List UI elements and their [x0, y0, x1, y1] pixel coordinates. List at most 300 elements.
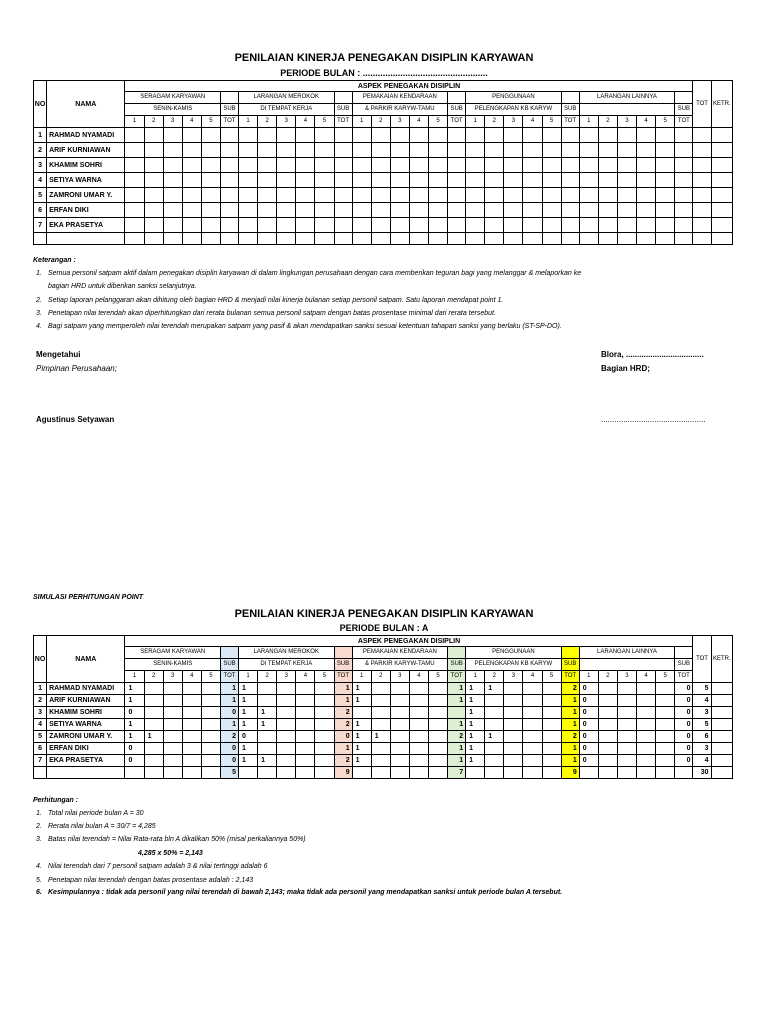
sim-score-cell — [409, 731, 428, 743]
score-cell[interactable] — [428, 158, 447, 173]
ketr-cell[interactable] — [711, 173, 732, 188]
score-cell[interactable] — [182, 218, 201, 233]
sim-score-cell: 0 — [239, 731, 258, 743]
score-cell[interactable] — [448, 188, 466, 203]
score-cell[interactable] — [390, 143, 409, 158]
score-cell[interactable] — [296, 188, 315, 203]
score-cell[interactable] — [598, 203, 617, 218]
sim-score-cell — [428, 755, 447, 767]
sim-score-cell — [163, 707, 182, 719]
score-cell[interactable] — [504, 158, 523, 173]
score-cell[interactable] — [277, 158, 296, 173]
score-cell[interactable] — [371, 203, 390, 218]
score-cell[interactable] — [409, 188, 428, 203]
score-cell[interactable] — [220, 218, 238, 233]
header-subcategory-4: PELENGKAPAN KB KARYW — [466, 104, 561, 116]
score-cell[interactable] — [125, 188, 144, 203]
score-cell[interactable] — [352, 143, 371, 158]
score-cell[interactable] — [466, 158, 485, 173]
score-cell[interactable] — [220, 203, 238, 218]
score-cell[interactable] — [637, 218, 656, 233]
blank-cell — [428, 233, 447, 245]
score-cell[interactable] — [277, 188, 296, 203]
score-cell[interactable] — [258, 188, 277, 203]
score-cell[interactable] — [617, 188, 636, 203]
sim-score-cell — [637, 719, 656, 731]
score-cell[interactable] — [656, 203, 675, 218]
row-name: ZAMRONI UMAR Y. — [47, 188, 125, 203]
score-cell[interactable] — [371, 173, 390, 188]
score-cell[interactable] — [428, 203, 447, 218]
ketr-cell[interactable] — [711, 128, 732, 143]
score-cell[interactable] — [371, 158, 390, 173]
score-cell[interactable] — [277, 128, 296, 143]
score-cell[interactable] — [258, 158, 277, 173]
score-cell[interactable] — [485, 143, 504, 158]
score-cell[interactable] — [371, 188, 390, 203]
calc-item: 4,285 x 50% = 2,143 — [138, 850, 203, 857]
total-cell[interactable] — [693, 143, 711, 158]
score-cell[interactable] — [523, 188, 542, 203]
total-cell[interactable] — [693, 218, 711, 233]
score-cell[interactable] — [409, 203, 428, 218]
score-cell[interactable] — [125, 143, 144, 158]
score-cell[interactable] — [352, 203, 371, 218]
score-cell[interactable] — [561, 203, 579, 218]
score-cell[interactable] — [390, 128, 409, 143]
sim-row-name: ZAMRONI UMAR Y. — [47, 731, 125, 743]
score-cell[interactable] — [315, 218, 334, 233]
sim-subtotal-cell: 1 — [448, 755, 466, 767]
score-cell[interactable] — [296, 158, 315, 173]
score-cell[interactable] — [163, 158, 182, 173]
score-cell[interactable] — [296, 128, 315, 143]
sim-subtotal-cell: 1 — [561, 707, 579, 719]
score-cell[interactable] — [485, 173, 504, 188]
score-cell[interactable] — [485, 128, 504, 143]
row-no: 6 — [34, 203, 47, 218]
score-cell[interactable] — [258, 128, 277, 143]
score-cell[interactable] — [598, 143, 617, 158]
score-cell[interactable] — [352, 158, 371, 173]
score-cell[interactable] — [201, 143, 220, 158]
score-cell[interactable] — [579, 143, 598, 158]
score-cell[interactable] — [561, 128, 579, 143]
blank-cell — [277, 767, 296, 779]
total-cell[interactable] — [693, 188, 711, 203]
score-cell[interactable] — [523, 203, 542, 218]
score-cell[interactable] — [598, 188, 617, 203]
header-col-number: 5 — [428, 116, 447, 128]
score-cell[interactable] — [239, 188, 258, 203]
score-cell[interactable] — [163, 128, 182, 143]
score-cell[interactable] — [220, 158, 238, 173]
sim-score-cell — [390, 683, 409, 695]
score-cell[interactable] — [675, 218, 693, 233]
score-cell[interactable] — [258, 143, 277, 158]
score-cell[interactable] — [523, 143, 542, 158]
score-cell[interactable] — [448, 203, 466, 218]
header-col-number: 5 — [656, 116, 675, 128]
header-name: NAMA — [47, 81, 125, 128]
sim-score-cell — [182, 719, 201, 731]
score-cell[interactable] — [315, 143, 334, 158]
sim-row-name: ERFAN DIKI — [47, 743, 125, 755]
score-cell[interactable] — [523, 218, 542, 233]
score-cell[interactable] — [428, 188, 447, 203]
score-cell[interactable] — [220, 128, 238, 143]
score-cell[interactable] — [656, 158, 675, 173]
score-cell[interactable] — [428, 173, 447, 188]
score-cell[interactable] — [239, 158, 258, 173]
score-cell[interactable] — [277, 218, 296, 233]
score-cell[interactable] — [542, 128, 561, 143]
blank-cell — [637, 233, 656, 245]
score-cell[interactable] — [579, 203, 598, 218]
score-cell[interactable] — [561, 218, 579, 233]
sim-row-no: 5 — [34, 731, 47, 743]
sim-score-cell — [201, 731, 220, 743]
score-cell[interactable] — [201, 203, 220, 218]
header-col-number: 2 — [485, 671, 504, 683]
header-category-3: PEMAKAIAN KENDARAAN — [352, 92, 447, 104]
score-cell[interactable] — [258, 203, 277, 218]
score-cell[interactable] — [504, 203, 523, 218]
score-cell[interactable] — [352, 218, 371, 233]
score-cell[interactable] — [466, 128, 485, 143]
sim-subtotal-cell: 1 — [220, 695, 238, 707]
score-cell[interactable] — [334, 218, 352, 233]
score-cell[interactable] — [390, 218, 409, 233]
score-cell[interactable] — [352, 128, 371, 143]
sim-score-cell — [637, 683, 656, 695]
score-cell[interactable] — [371, 143, 390, 158]
score-cell[interactable] — [637, 158, 656, 173]
score-cell[interactable] — [144, 203, 163, 218]
sim-score-cell — [504, 755, 523, 767]
score-cell[interactable] — [277, 203, 296, 218]
sim-score-cell — [598, 731, 617, 743]
ketr-cell[interactable] — [711, 158, 732, 173]
score-cell[interactable] — [371, 128, 390, 143]
score-cell[interactable] — [637, 203, 656, 218]
score-cell[interactable] — [466, 188, 485, 203]
sim-score-cell — [315, 695, 334, 707]
blank-cell — [693, 233, 711, 245]
score-cell[interactable] — [125, 203, 144, 218]
header-col-number: 4 — [637, 671, 656, 683]
score-cell[interactable] — [182, 158, 201, 173]
score-cell[interactable] — [504, 188, 523, 203]
sim-subtotal-cell: 2 — [220, 731, 238, 743]
score-cell[interactable] — [579, 128, 598, 143]
score-cell[interactable] — [579, 173, 598, 188]
header-sub-cell-3 — [448, 647, 466, 659]
score-cell[interactable] — [656, 218, 675, 233]
score-cell[interactable] — [466, 143, 485, 158]
score-cell[interactable] — [523, 128, 542, 143]
score-cell[interactable] — [334, 173, 352, 188]
total-cell[interactable] — [693, 158, 711, 173]
sim-score-cell: 1 — [485, 731, 504, 743]
header-sub-cell-5 — [675, 92, 693, 104]
score-cell[interactable] — [675, 203, 693, 218]
score-cell[interactable] — [561, 188, 579, 203]
score-cell[interactable] — [220, 173, 238, 188]
score-cell[interactable] — [163, 188, 182, 203]
score-cell[interactable] — [125, 128, 144, 143]
header-col-number: 1 — [239, 116, 258, 128]
sim-subtotal-cell: 0 — [220, 707, 238, 719]
score-cell[interactable] — [428, 128, 447, 143]
score-cell[interactable] — [201, 158, 220, 173]
score-cell[interactable] — [239, 218, 258, 233]
total-cell[interactable] — [693, 173, 711, 188]
score-cell[interactable] — [409, 143, 428, 158]
score-cell[interactable] — [296, 173, 315, 188]
score-cell[interactable] — [239, 143, 258, 158]
ketr-cell[interactable] — [711, 188, 732, 203]
score-cell[interactable] — [637, 173, 656, 188]
score-cell[interactable] — [617, 143, 636, 158]
score-cell[interactable] — [542, 143, 561, 158]
sim-score-cell: 1 — [239, 755, 258, 767]
sim-score-cell — [182, 707, 201, 719]
score-cell[interactable] — [125, 218, 144, 233]
sim-score-cell — [617, 755, 636, 767]
sim-score-cell — [277, 755, 296, 767]
score-cell[interactable] — [409, 173, 428, 188]
score-cell[interactable] — [485, 158, 504, 173]
header-col-number: 3 — [163, 116, 182, 128]
score-cell[interactable] — [675, 188, 693, 203]
score-cell[interactable] — [315, 203, 334, 218]
score-cell[interactable] — [182, 188, 201, 203]
score-cell[interactable] — [182, 143, 201, 158]
score-cell[interactable] — [390, 188, 409, 203]
score-cell[interactable] — [163, 143, 182, 158]
score-cell[interactable] — [277, 173, 296, 188]
score-cell[interactable] — [144, 143, 163, 158]
score-cell[interactable] — [409, 128, 428, 143]
score-cell[interactable] — [334, 143, 352, 158]
sim-score-cell — [201, 743, 220, 755]
score-cell[interactable] — [542, 188, 561, 203]
score-cell[interactable] — [656, 173, 675, 188]
score-cell[interactable] — [561, 158, 579, 173]
score-cell[interactable] — [485, 203, 504, 218]
score-cell[interactable] — [485, 188, 504, 203]
score-cell[interactable] — [371, 218, 390, 233]
score-cell[interactable] — [296, 143, 315, 158]
score-cell[interactable] — [409, 158, 428, 173]
right-signature-title: Blora, ................................... — [601, 350, 704, 359]
score-cell[interactable] — [144, 218, 163, 233]
score-cell[interactable] — [675, 128, 693, 143]
score-cell[interactable] — [656, 143, 675, 158]
sim-score-cell — [523, 707, 542, 719]
score-cell[interactable] — [163, 203, 182, 218]
sim-score-cell — [315, 719, 334, 731]
simulation-period: PERIODE BULAN : A — [339, 623, 429, 633]
score-cell[interactable] — [656, 128, 675, 143]
score-cell[interactable] — [448, 218, 466, 233]
score-cell[interactable] — [182, 203, 201, 218]
header-col-number: 2 — [371, 671, 390, 683]
header-subcategory-4: PELENGKAPAN KB KARYW — [466, 659, 561, 671]
score-cell[interactable] — [598, 218, 617, 233]
total-cell[interactable] — [693, 128, 711, 143]
calc-item: 1. Total nilai periode bulan A = 30 — [36, 810, 144, 817]
sim-score-cell — [315, 755, 334, 767]
score-cell[interactable] — [448, 158, 466, 173]
score-cell[interactable] — [144, 188, 163, 203]
score-cell[interactable] — [466, 203, 485, 218]
score-cell[interactable] — [239, 203, 258, 218]
sim-score-cell — [296, 719, 315, 731]
ketr-cell[interactable] — [711, 218, 732, 233]
score-cell[interactable] — [485, 218, 504, 233]
sim-score-cell — [637, 743, 656, 755]
score-cell[interactable] — [523, 158, 542, 173]
score-cell[interactable] — [390, 173, 409, 188]
score-cell[interactable] — [675, 173, 693, 188]
score-cell[interactable] — [428, 143, 447, 158]
header-category-4: PENGGUNAAN — [466, 647, 561, 659]
score-cell[interactable] — [542, 218, 561, 233]
score-cell[interactable] — [617, 218, 636, 233]
score-cell[interactable] — [201, 188, 220, 203]
score-cell[interactable] — [504, 143, 523, 158]
score-cell[interactable] — [144, 158, 163, 173]
score-cell[interactable] — [220, 188, 238, 203]
score-cell[interactable] — [201, 128, 220, 143]
score-cell[interactable] — [598, 158, 617, 173]
score-cell[interactable] — [448, 128, 466, 143]
sim-score-cell — [523, 755, 542, 767]
score-cell[interactable] — [579, 218, 598, 233]
score-cell[interactable] — [675, 143, 693, 158]
score-cell[interactable] — [448, 173, 466, 188]
score-cell[interactable] — [182, 128, 201, 143]
score-cell[interactable] — [334, 188, 352, 203]
score-cell[interactable] — [352, 173, 371, 188]
score-cell[interactable] — [315, 173, 334, 188]
score-cell[interactable] — [598, 173, 617, 188]
score-cell[interactable] — [637, 143, 656, 158]
score-cell[interactable] — [163, 218, 182, 233]
score-cell[interactable] — [466, 173, 485, 188]
score-cell[interactable] — [296, 203, 315, 218]
score-cell[interactable] — [352, 188, 371, 203]
score-cell[interactable] — [334, 128, 352, 143]
score-cell[interactable] — [448, 143, 466, 158]
header-tot-label-2: TOT — [334, 116, 352, 128]
header-category-5: LARANGAN LAINNYA — [579, 92, 674, 104]
score-cell[interactable] — [504, 173, 523, 188]
score-cell[interactable] — [144, 128, 163, 143]
sim-score-cell — [504, 743, 523, 755]
score-cell[interactable] — [258, 218, 277, 233]
total-cell[interactable] — [693, 203, 711, 218]
ketr-cell[interactable] — [711, 143, 732, 158]
sim-score-cell — [542, 683, 561, 695]
score-cell[interactable] — [637, 128, 656, 143]
sim-score-cell: 1 — [352, 743, 371, 755]
score-cell[interactable] — [334, 203, 352, 218]
score-cell[interactable] — [239, 128, 258, 143]
score-cell[interactable] — [125, 173, 144, 188]
score-cell[interactable] — [561, 143, 579, 158]
score-cell[interactable] — [390, 158, 409, 173]
sim-subtotal-cell: 0 — [675, 755, 693, 767]
sim-score-cell — [617, 695, 636, 707]
score-cell[interactable] — [561, 173, 579, 188]
score-cell[interactable] — [542, 158, 561, 173]
score-cell[interactable] — [315, 158, 334, 173]
score-cell[interactable] — [220, 143, 238, 158]
score-cell[interactable] — [258, 173, 277, 188]
sim-column-total: 5 — [220, 767, 238, 779]
score-cell[interactable] — [201, 173, 220, 188]
sim-score-cell — [504, 719, 523, 731]
score-cell[interactable] — [617, 128, 636, 143]
score-cell[interactable] — [466, 218, 485, 233]
score-cell[interactable] — [598, 128, 617, 143]
score-cell[interactable] — [163, 173, 182, 188]
score-cell[interactable] — [579, 188, 598, 203]
score-cell[interactable] — [390, 203, 409, 218]
sim-score-cell — [409, 755, 428, 767]
score-cell[interactable] — [125, 158, 144, 173]
row-name: KHAMIM SOHRI — [47, 158, 125, 173]
score-cell[interactable] — [675, 158, 693, 173]
sim-score-cell — [504, 731, 523, 743]
score-cell[interactable] — [617, 203, 636, 218]
sim-score-cell — [277, 719, 296, 731]
header-col-number: 2 — [598, 671, 617, 683]
score-cell[interactable] — [428, 218, 447, 233]
header-tot-label-4: TOT — [561, 116, 579, 128]
sim-subtotal-cell: 0 — [334, 731, 352, 743]
score-cell[interactable] — [617, 158, 636, 173]
score-cell[interactable] — [201, 218, 220, 233]
score-cell[interactable] — [504, 218, 523, 233]
score-cell[interactable] — [579, 158, 598, 173]
score-cell[interactable] — [617, 173, 636, 188]
ketr-cell[interactable] — [711, 203, 732, 218]
score-cell[interactable] — [409, 218, 428, 233]
score-cell[interactable] — [296, 218, 315, 233]
score-cell[interactable] — [144, 173, 163, 188]
score-cell[interactable] — [277, 143, 296, 158]
score-cell[interactable] — [656, 188, 675, 203]
score-cell[interactable] — [542, 203, 561, 218]
calc-item: 3. Batas nilai terendah = Nilai Rata-rata bln A dikalikan 50% (misal perkaliannya 50%) — [36, 836, 306, 843]
score-cell[interactable] — [239, 173, 258, 188]
score-cell[interactable] — [504, 128, 523, 143]
header-col-number: 3 — [163, 671, 182, 683]
sim-score-cell — [428, 719, 447, 731]
score-cell[interactable] — [182, 173, 201, 188]
score-cell[interactable] — [315, 188, 334, 203]
score-cell[interactable] — [637, 188, 656, 203]
sim-subtotal-cell: 1 — [334, 683, 352, 695]
score-cell[interactable] — [523, 173, 542, 188]
score-cell[interactable] — [315, 128, 334, 143]
score-cell[interactable] — [334, 158, 352, 173]
score-cell[interactable] — [542, 173, 561, 188]
